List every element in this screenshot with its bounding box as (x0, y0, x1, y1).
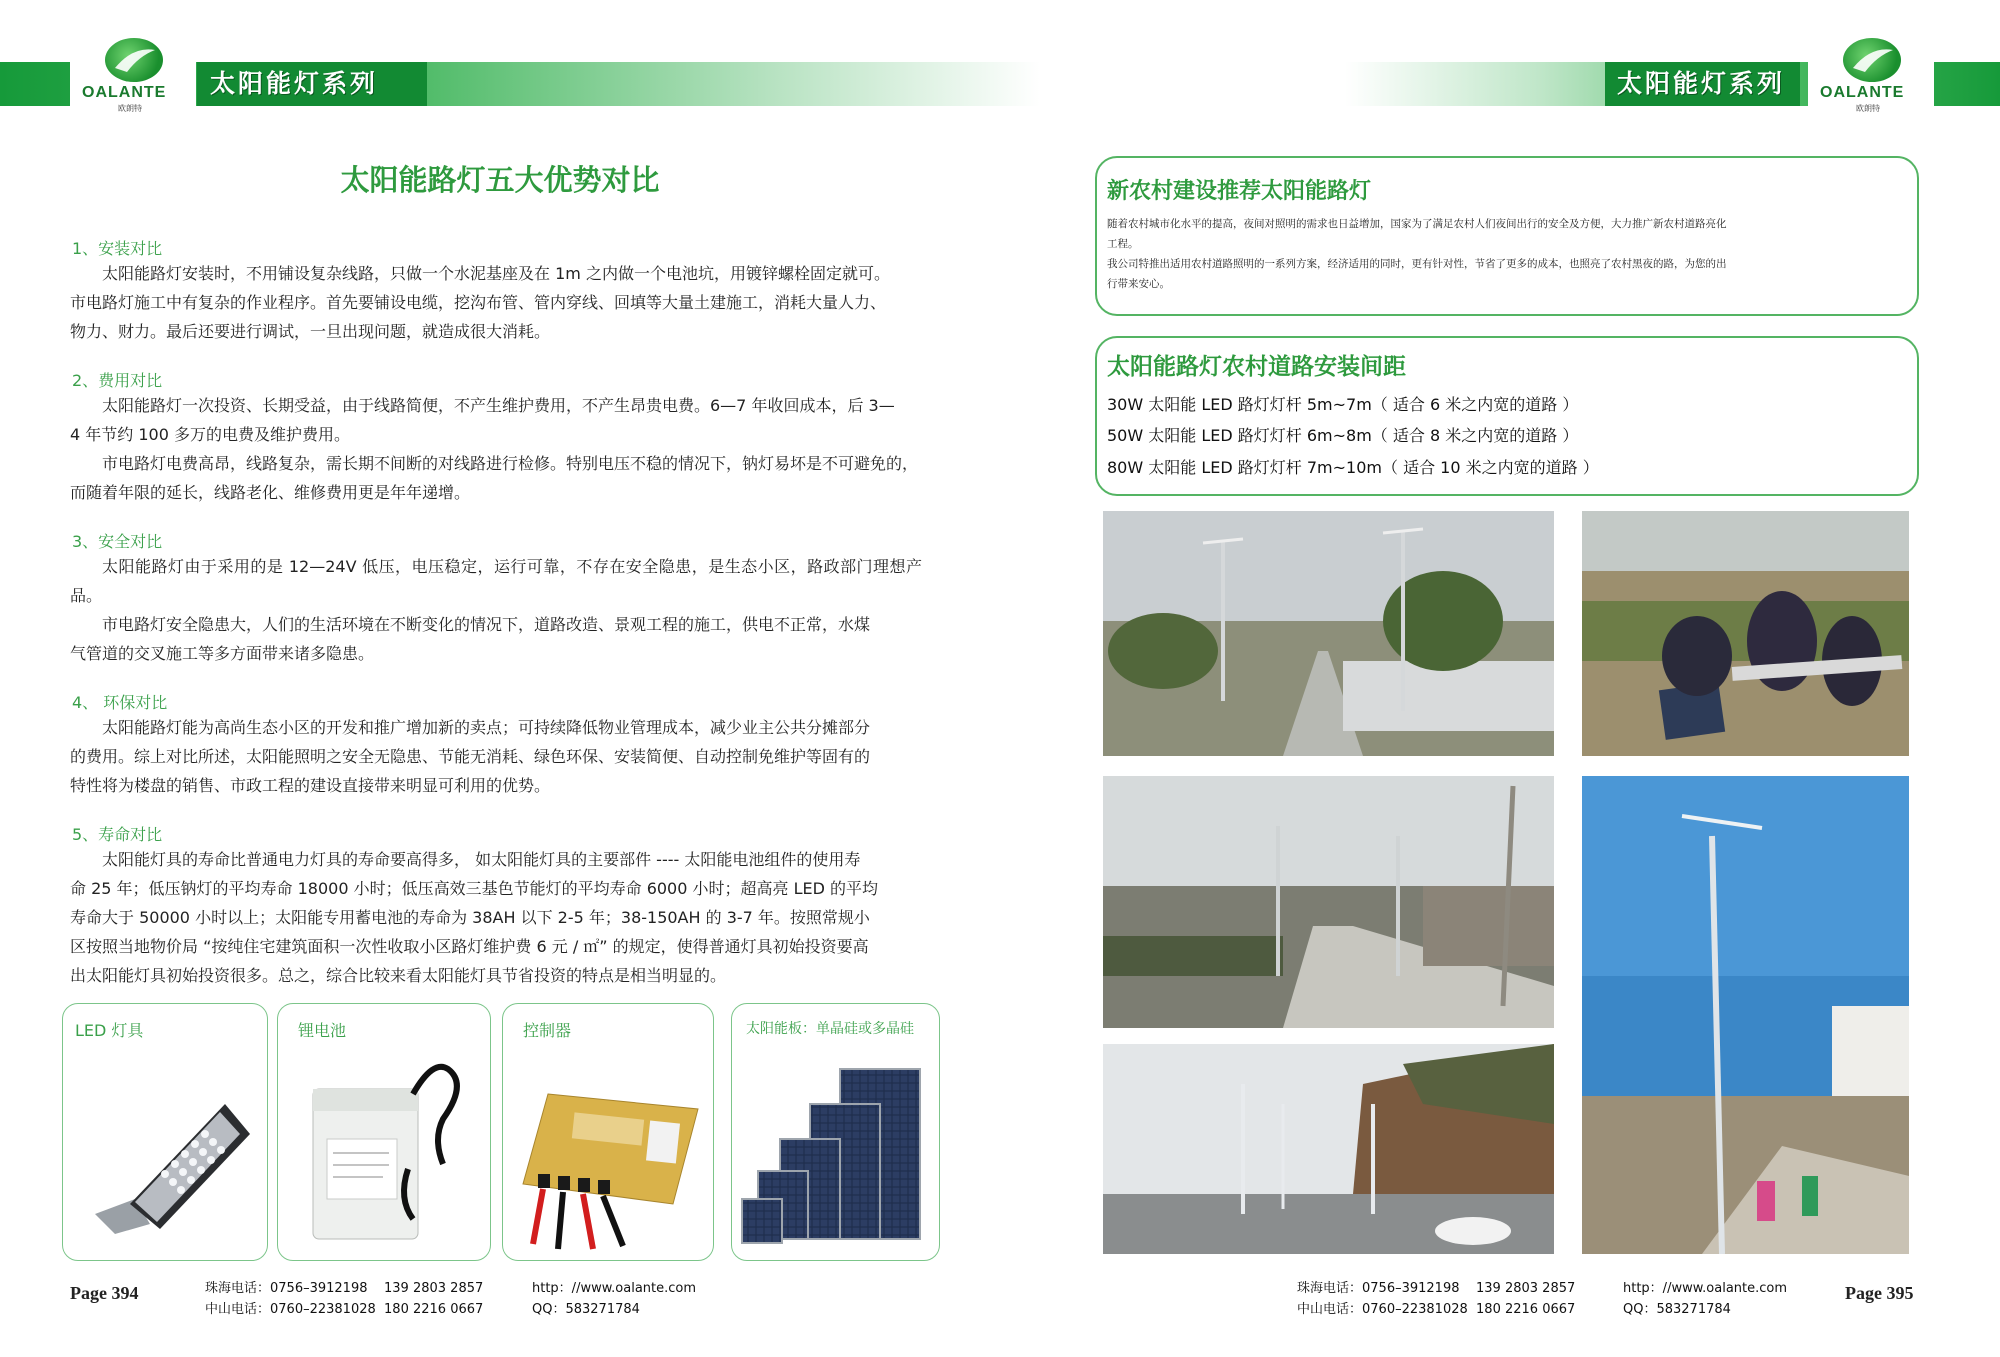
contact-block-right (1297, 1278, 1575, 1320)
section-line: 市电路灯施工中有复杂的作业程序。首先要铺设电缆，挖沟布管、管内穿线、回填等大量土建施工，消耗大量人力、 (70, 293, 887, 312)
brand-logo-right (1808, 52, 1934, 112)
section-line: 区按照当地物价局 “按纯住宅建筑面积一次性收取小区路灯维护费 6 元 / ㎡” 的规定，使得普通灯具初始投资要高 (70, 937, 869, 956)
section-line: 太阳能灯具的寿命比普通电力灯具的寿命要高得多， 如太阳能灯具的主要部件 ---- 太阳能电池组件的使用寿 (102, 850, 861, 869)
website-link[interactable]: http：//www.oalante.com (532, 1281, 697, 1296)
brand-sub: 欧朗特 (1856, 104, 1880, 113)
product-card-battery (277, 1003, 491, 1261)
section-line: 出太阳能灯具初始投资很多。总之，综合比较来看太阳能灯具节省投资的特点是相当明显的。 (70, 966, 727, 985)
section-line: 的费用。综上对比所述，太阳能照明之安全无隐患、节能无消耗、绿色环保、安装简便、自动控制免维护等固有的 (70, 747, 871, 766)
led-fixture-icon (75, 1064, 255, 1244)
page-title: 太阳能路灯五大优势对比 (340, 163, 660, 197)
series-title-right: 太阳能灯系列 (1617, 69, 1786, 98)
photo-village-road (1103, 511, 1554, 756)
brand-name: OALANTE (1820, 84, 1905, 101)
website-link[interactable]: http：//www.oalante.com (1623, 1281, 1788, 1296)
section-line: 太阳能路灯由于采用的是 12—24V 低压，电压稳定，运行可靠，不存在安全隐患，是生态小区，路政部门理想产品。 (70, 557, 922, 605)
section-line: 寿命大于 50000 小时以上；太阳能专用蓄电池的寿命为 38AH 以下 2-5 年；38-150AH 的 3-7 年。按照常规小 (70, 908, 870, 927)
mobile-zhongshan: 180 2216 0667 (384, 1302, 484, 1317)
box-line: 随着农村城市化水平的提高，夜间对照明的需求也日益增加，国家为了满足农村人们夜间出行的安全及方便，大力推广新农村道路亮化 (1107, 218, 1727, 230)
product-card-controller (502, 1003, 714, 1261)
contact-block-left (205, 1278, 483, 1320)
box-body (1107, 214, 1907, 294)
spacing-line: 50W 太阳能 LED 路灯灯杆 6m~8m（ 适合 8 米之内宽的道路 ） (1107, 426, 1579, 445)
product-card-solar-panel (731, 1003, 940, 1261)
photo-rural-lane (1103, 776, 1554, 1028)
brand-sub: 欧朗特 (118, 104, 142, 113)
section-heading: 5、寿命对比 (72, 825, 163, 844)
logo-leaf-icon (105, 38, 163, 82)
section-line: 太阳能路灯一次投资、长期受益，由于线路简便，不产生维护费用，不产生昂贵电费。6—7 年收回成本，后 3— (102, 396, 895, 415)
mobile-zhuhai: 139 2803 2857 (1476, 1281, 1576, 1296)
rural-recommend-box (1095, 156, 1919, 316)
box-line: 工程。 (1107, 238, 1139, 250)
spacing-line: 30W 太阳能 LED 路灯灯杆 5m~7m（ 适合 6 米之内宽的道路 ） (1107, 395, 1579, 414)
box-title: 太阳能路灯农村道路安装间距 (1107, 354, 1406, 380)
section-line: 市电路灯安全隐患大，人们的生活环境在不断变化的情况下，道路改造、景观工程的施工，供电不正常，水煤 (102, 615, 871, 634)
section-heading: 2、费用对比 (72, 371, 163, 390)
solar-panel-icon (740, 1059, 935, 1249)
photo-highway-solar-lights (1103, 1044, 1554, 1254)
section-line: 气管道的交叉施工等多方面带来诸多隐患。 (70, 644, 375, 663)
phone-zhongshan: 中山电话：0760–22381028 (1297, 1302, 1468, 1317)
page-number-right: Page 395 (1845, 1283, 1914, 1303)
web-block-right (1623, 1278, 1787, 1320)
box-line: 我公司特推出适用农村道路照明的一系列方案，经济适用的同时，更有针对性，节省了更多的成本，也照亮了农村黑夜的路，为您的出 (1107, 258, 1727, 270)
qq-number: QQ：583271784 (1623, 1302, 1731, 1317)
mobile-zhuhai: 139 2803 2857 (384, 1281, 484, 1296)
qq-number: QQ：583271784 (532, 1302, 640, 1317)
section-heading: 3、安全对比 (72, 532, 163, 551)
page-number-left: Page 394 (70, 1283, 139, 1303)
photo-installation-workers (1582, 511, 1909, 756)
box-line: 行带来安心。 (1107, 278, 1170, 290)
photo-schoolchildren-road (1582, 776, 1909, 1254)
lithium-battery-icon (293, 1049, 483, 1249)
install-spacing-box (1095, 336, 1919, 496)
product-card-led (62, 1003, 268, 1261)
product-label: 控制器 (523, 1021, 572, 1040)
section-heading: 1、安装对比 (72, 239, 163, 258)
section-line: 特性将为楼盘的销售、市政工程的建设直接带来明显可利用的优势。 (70, 776, 551, 795)
section-line: 物力、财力。最后还要进行调试，一旦出现问题，就造成很大消耗。 (70, 322, 551, 341)
logo-leaf-icon (1843, 38, 1901, 82)
product-label: LED 灯具 (75, 1021, 144, 1040)
phone-zhuhai: 珠海电话：0756–3912198 (1297, 1281, 1460, 1296)
section-line: 太阳能路灯能为高尚生态小区的开发和推广增加新的卖点；可持续降低物业管理成本，减少业主公共分摊部分 (102, 718, 871, 737)
spacing-line: 80W 太阳能 LED 路灯灯杆 7m~10m（ 适合 10 米之内宽的道路 ） (1107, 458, 1599, 477)
product-label: 锂电池 (298, 1021, 347, 1040)
box-title: 新农村建设推荐太阳能路灯 (1107, 179, 1372, 204)
section-line: 命 25 年；低压钠灯的平均寿命 18000 小时；低压高效三基色节能灯的平均寿命 6000 小时；超高亮 LED 的平均 (70, 879, 879, 898)
advantages-text (70, 236, 922, 990)
section-line: 而随着年限的延长，线路老化、维修费用更是年年递增。 (70, 483, 471, 502)
series-title-left: 太阳能灯系列 (210, 69, 379, 98)
section-heading: 4、 环保对比 (72, 693, 168, 712)
brand-logo-left (70, 52, 196, 112)
product-label: 太阳能板：单晶硅或多晶硅 (746, 1021, 914, 1037)
mobile-zhongshan: 180 2216 0667 (1476, 1302, 1576, 1317)
phone-zhuhai: 珠海电话：0756–3912198 (205, 1281, 368, 1296)
section-line: 4 年节约 100 多万的电费及维护费用。 (70, 425, 350, 444)
controller-icon (513, 1054, 708, 1254)
phone-zhongshan: 中山电话：0760–22381028 (205, 1302, 376, 1317)
web-block-left (532, 1278, 696, 1320)
brand-name: OALANTE (82, 84, 167, 101)
section-line: 太阳能路灯安装时，不用铺设复杂线路，只做一个水泥基座及在 1m 之内做一个电池坑，用镀锌螺栓固定就可。 (102, 264, 890, 283)
section-line: 市电路灯电费高昂，线路复杂，需长期不间断的对线路进行检修。特别电压不稳的情况下，钠灯易坏是不可避免的， (102, 454, 919, 473)
